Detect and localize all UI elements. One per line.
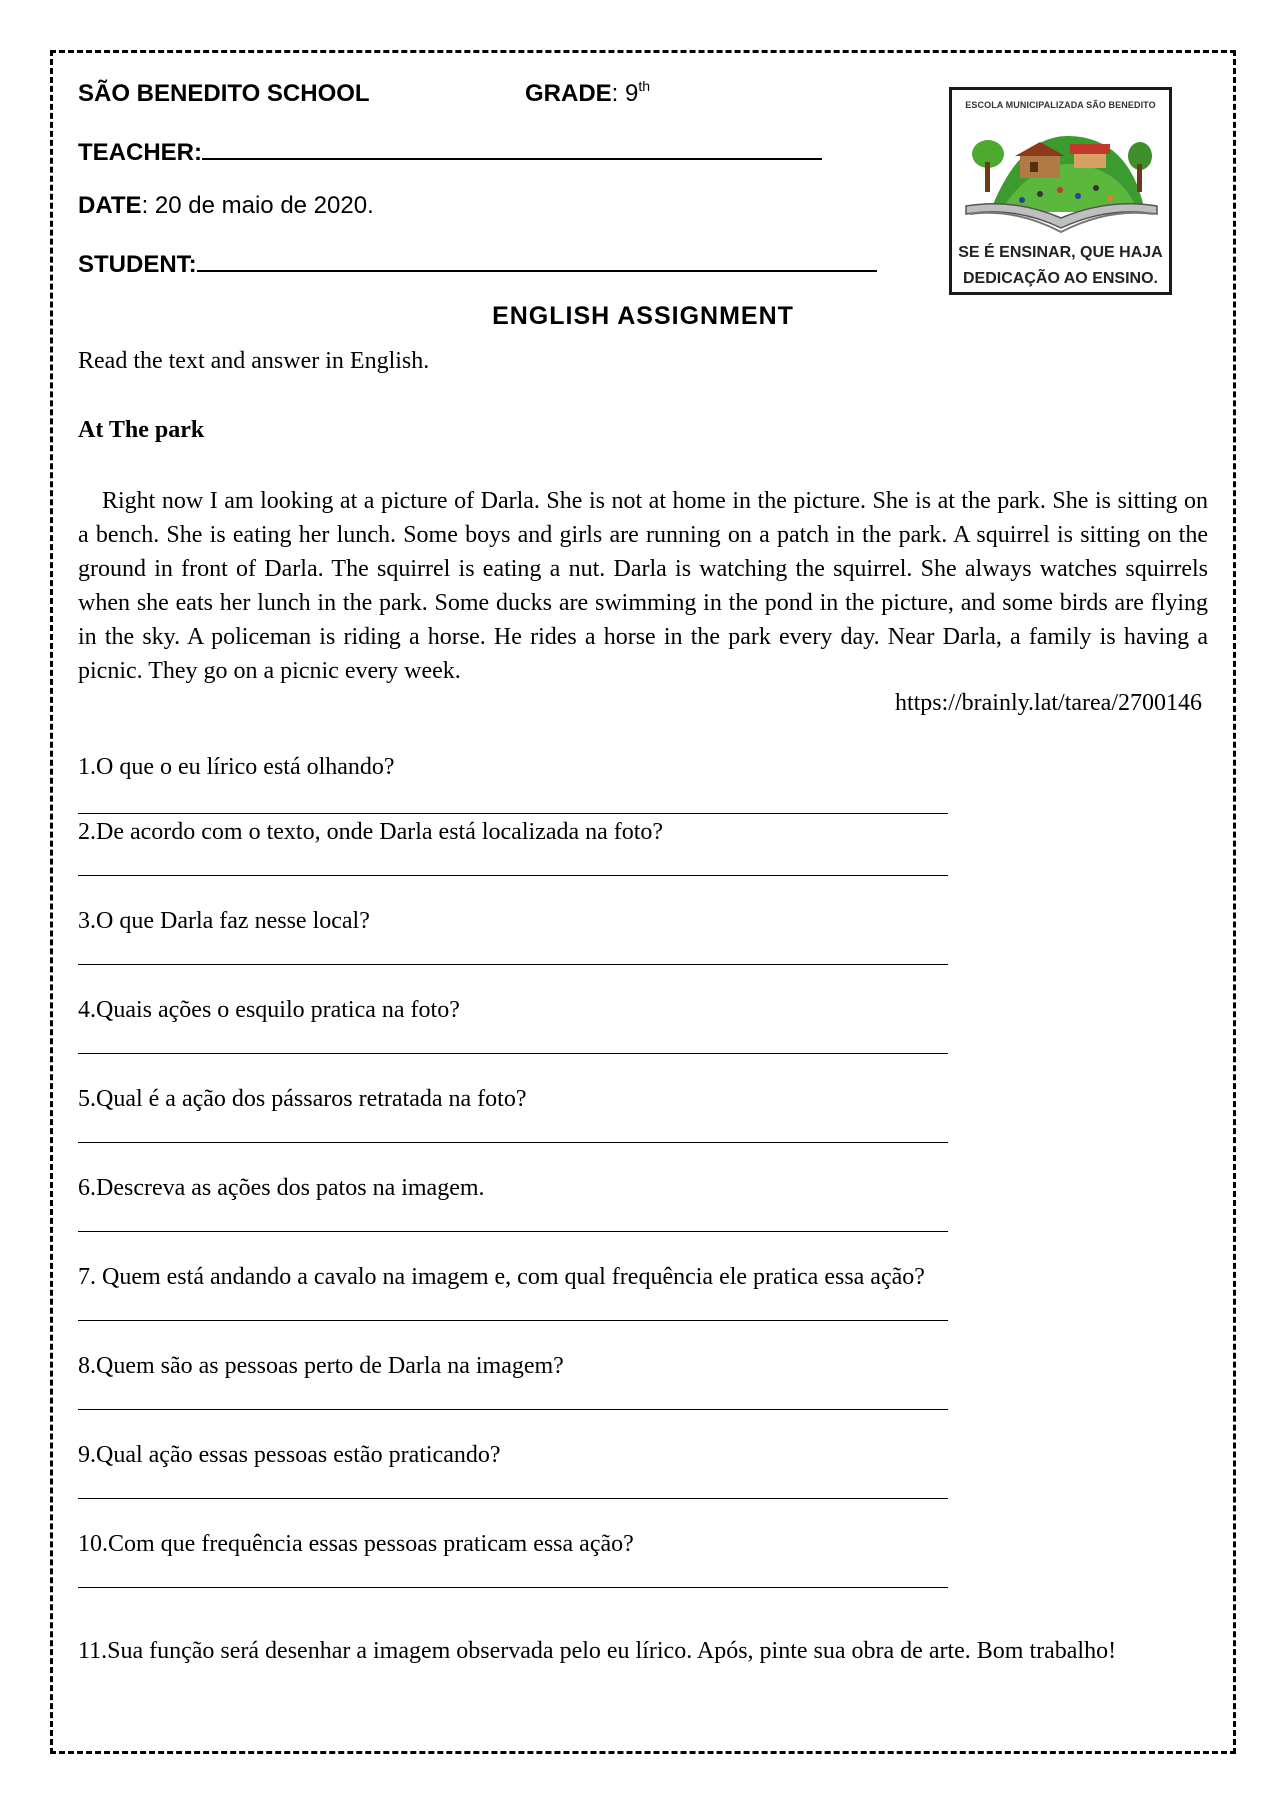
answer-line-1[interactable] [78, 813, 948, 814]
question-8: 8.Quem são as pessoas perto de Darla na imagem? [78, 1353, 564, 1379]
student-blank[interactable] [197, 248, 877, 272]
question-11: 11.Sua função será desenhar a imagem observada pelo eu lírico. Após, pinte sua obra de arte. Bom trabalho! [78, 1638, 1117, 1664]
question-7: 7. Quem está andando a cavalo na imagem e, com qual frequência ele pratica essa ação? [78, 1264, 925, 1290]
answer-line-10[interactable] [78, 1587, 948, 1588]
school-logo [949, 87, 1172, 295]
answer-line-2[interactable] [78, 875, 948, 876]
grade-value: : 9 [611, 80, 639, 107]
date-value: : 20 de maio de 2020. [141, 192, 374, 219]
question-3: 3.O que Darla faz nesse local? [78, 908, 370, 934]
teacher-field: TEACHER: [78, 136, 822, 167]
park-book-icon [960, 114, 1163, 242]
story-passage: Right now I am looking at a picture of Darla. She is not at home in the picture. She is at the park. She is sitting on a bench. She is eating her lunch. Some boys and girls are running on a patch in the park. A squirrel is sitting on the ground in front of Darla. The squirrel is eating a nut. Darla is watching the squirrel. She always watches squirrels when she eats her lunch in the park. Some ducks are swimming in the pond in the picture, and some birds are flying in the sky. A policeman is riding a horse. He rides a horse in the park every day. Near Darla, a family is having a picnic. They go on a picnic every week. [78, 488, 1208, 684]
question-10: 10.Com que frequência essas pessoas praticam essa ação? [78, 1531, 634, 1557]
school-name: SÃO BENEDITO SCHOOL [78, 80, 370, 107]
logo-title: ESCOLA MUNICIPALIZADA SÃO BENEDITO [965, 100, 1156, 110]
teacher-label: TEACHER [78, 139, 195, 166]
question-1: 1.O que o eu lírico está olhando? [78, 754, 395, 780]
answer-line-4[interactable] [78, 1053, 948, 1054]
student-label: STUDENT [78, 251, 189, 278]
question-9: 9.Qual ação essas pessoas estão praticando? [78, 1442, 501, 1468]
answer-line-7[interactable] [78, 1320, 948, 1321]
grade-suffix: th [638, 78, 651, 94]
question-5: 5.Qual é a ação dos pássaros retratada na foto? [78, 1086, 527, 1112]
source-link: https://brainly.lat/tarea/2700146 [894, 690, 1202, 716]
answer-line-8[interactable] [78, 1409, 948, 1410]
teacher-blank[interactable] [202, 136, 822, 160]
answer-line-3[interactable] [78, 964, 948, 965]
logo-motto-line2: DEDICAÇÃO AO ENSINO. [963, 270, 1158, 287]
answer-line-5[interactable] [78, 1142, 948, 1143]
answer-line-6[interactable] [78, 1231, 948, 1232]
student-field: STUDENT: [78, 248, 877, 279]
assignment-title: ENGLISH ASSIGNMENT [492, 302, 794, 330]
instruction-text: Read the text and answer in English. [78, 348, 430, 374]
date-label: DATE [78, 192, 142, 219]
logo-motto-line1: SE É ENSINAR, QUE HAJA [958, 244, 1163, 261]
question-4: 4.Quais ações o esquilo pratica na foto? [78, 997, 460, 1023]
question-2: 2.De acordo com o texto, onde Darla está localizada na foto? [78, 819, 664, 845]
answer-line-9[interactable] [78, 1498, 948, 1499]
grade-field [525, 80, 650, 108]
story-title: At The park [78, 417, 205, 443]
grade-label: GRADE [525, 80, 612, 107]
date-field [78, 192, 374, 220]
question-6: 6.Descreva as ações dos patos na imagem. [78, 1175, 485, 1201]
